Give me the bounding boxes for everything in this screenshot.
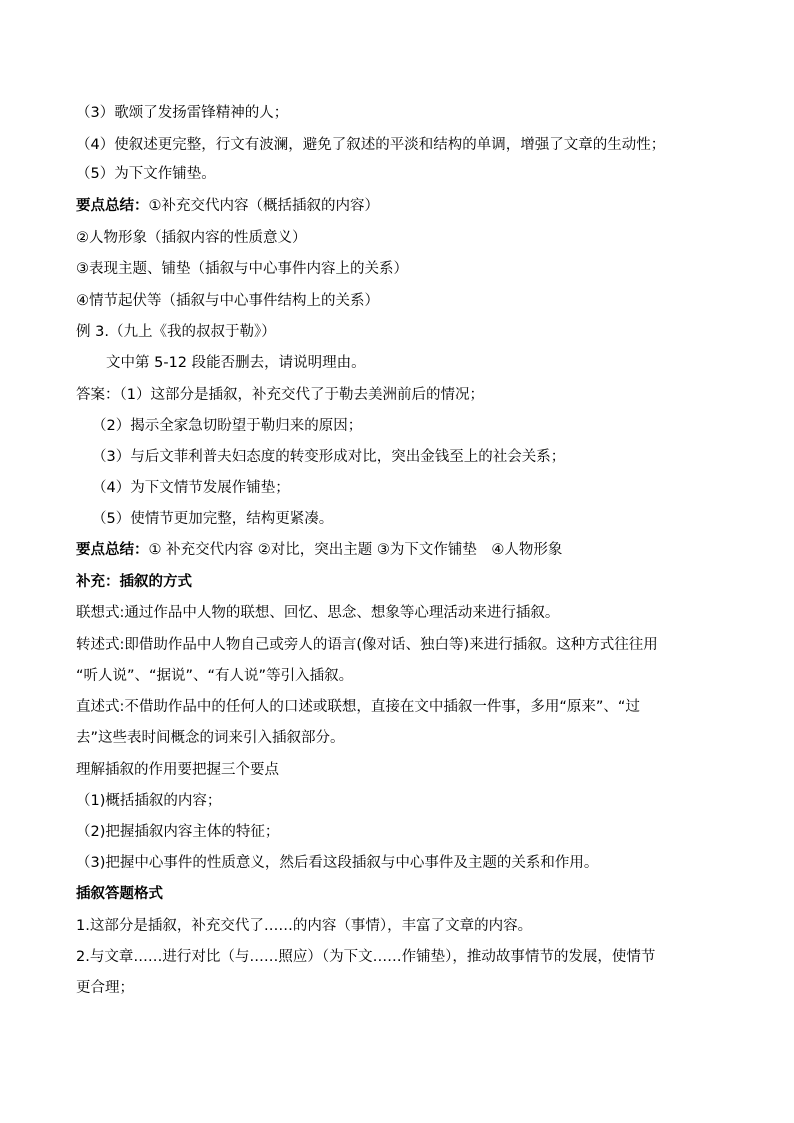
example-heading: 例 3.（九上《我的叔叔于勒》） — [76, 324, 276, 340]
answer-line: （5）使情节更加完整，结构更紧凑。 — [92, 511, 334, 527]
text-line: 联想式:通过作品中人物的联想、回忆、思念、想象等心理活动来进行插叙。 — [76, 605, 560, 621]
question-text: 文中第 5-12 段能否删去，请说明理由。 — [106, 355, 366, 371]
text-line: 转述式:即借助作品中人物自己或旁人的语言(像对话、独白等)来进行插叙。这种方式往往用 — [76, 637, 658, 653]
list-item: （2)把握插叙内容主体的特征； — [76, 824, 280, 840]
text-line: 去”这些表时间概念的词来引入插叙部分。 — [76, 730, 345, 746]
text-line: 理解插叙的作用要把握三个要点 — [76, 762, 279, 778]
text-line: （5）为下文作铺垫。 — [76, 166, 216, 182]
list-item: 1.这部分是插叙，补充交代了……的内容（事情），丰富了文章的内容。 — [76, 918, 533, 934]
summary-label: 要点总结： — [76, 198, 149, 214]
section-heading: 补充：插叙的方式 — [76, 574, 192, 590]
summary-line — [76, 540, 562, 560]
summary-text: ① 补充交代内容 ②对比，突出主题 ③为下文作铺垫 ④人物形象 — [148, 542, 563, 558]
list-item: （3)把握中心事件的性质意义，然后看这段插叙与中心事件及主题的关系和作用。 — [76, 855, 599, 871]
list-item: 2.与文章……进行对比（与……照应）（为下文……作铺垫），推动故事情节的发展，使情节 — [76, 949, 656, 965]
summary-text: ①补充交代内容（概括插叙的内容） — [148, 198, 379, 214]
answer-line: （4）为下文情节发展作铺垫； — [92, 480, 290, 496]
answer-line: （3）与后文菲利普夫妇态度的转变形成对比，突出金钱至上的社会关系； — [92, 449, 566, 465]
answer-line: （2）揭示全家急切盼望于勒归来的原因； — [92, 418, 363, 434]
text-line: “听人说”、“据说”、“有人说”等引入插叙。 — [76, 668, 354, 684]
text-line: 直述式:不借助作品中的任何人的口述或联想，直接在文中插叙一件事，多用“原来”、“过 — [76, 699, 640, 715]
text-line: 更合理； — [76, 980, 134, 996]
text-line: （4）使叙述更完整，行文有波澜，避免了叙述的平淡和结构的单调，增强了文章的生动性； — [76, 137, 666, 153]
answer-line: 答案：（1）这部分是插叙，补充交代了于勒去美洲前后的情况； — [76, 387, 484, 403]
text-line: （3）歌颂了发扬雷锋精神的人； — [76, 105, 289, 121]
summary-label: 要点总结： — [76, 542, 149, 558]
text-line: ③表现主题、铺垫（插叙与中心事件内容上的关系） — [76, 261, 408, 277]
list-item: （1)概括插叙的内容； — [76, 793, 222, 809]
summary-line — [76, 196, 379, 216]
text-line: ②人物形象（插叙内容的性质意义） — [76, 230, 307, 246]
section-heading: 插叙答题格式 — [76, 886, 163, 902]
text-line: ④情节起伏等（插叙与中心事件结构上的关系） — [76, 293, 379, 309]
